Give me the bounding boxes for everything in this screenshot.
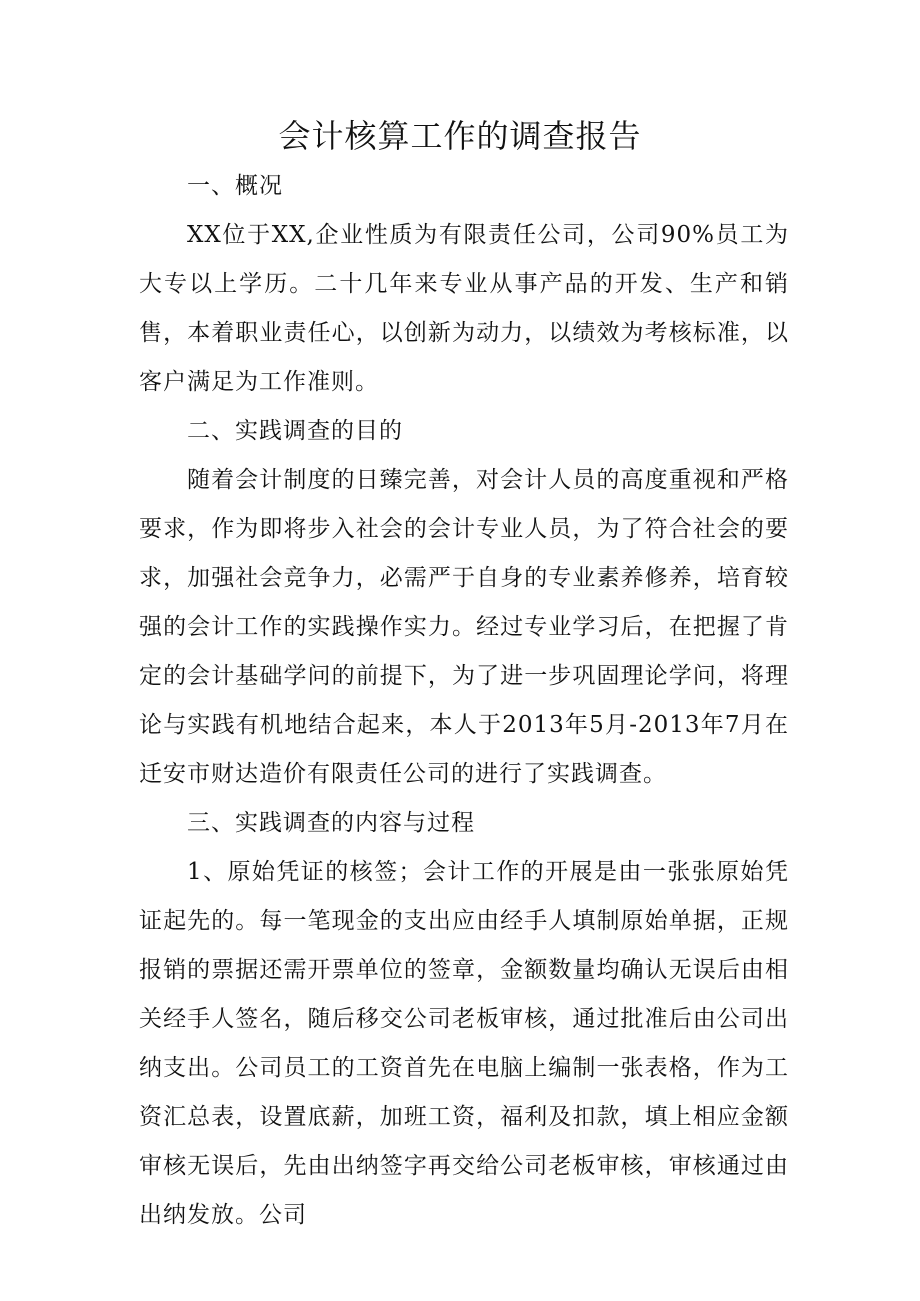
paragraph-overview: XX位于XX,企业性质为有限责任公司，公司90%员工为大专以上学历。二十几年来专业从事产品的开发、生产和销售，本着职业责任心，以创新为动力，以绩效为考核标准，以客户满足为工作准则。 [139, 222, 789, 395]
section-heading-overview: 一、概况 [187, 173, 283, 199]
paragraph-content: 1、原始凭证的核签；会计工作的开展是由一张张原始凭证起先的。每一笔现金的支出应由经手人填制原始单据，正规报销的票据还需开票单位的签章，金额数量均确认无误后由相关经手人签名，随后移交公司老板审核，通过批准后由公司出纳支出。公司员工的工资首先在电脑上编制一张表格，作为工资汇总表，设置底薪，加班工资，福利及扣款，填上相应金额审核无误后，先由出纳签字再交给公司老板审核，审核通过由出纳发放。公司 [139, 859, 789, 1228]
document-title: 会计核算工作的调查报告 [278, 117, 642, 155]
paragraph-purpose: 随着会计制度的日臻完善，对会计人员的高度重视和严格要求，作为即将步入社会的会计专业人员，为了符合社会的要求，加强社会竞争力，必需严于自身的专业素养修养，培育较强的会计工作的实践操作实力。经过专业学习后，在把握了肯定的会计基础学问的前提下，为了进一步巩固理论学问，将理论与实践有机地结合起来，本人于2013年5月-2013年7月在迁安市财达造价有限责任公司的进行了实践调查。 [139, 467, 789, 787]
section-heading-content: 三、实践调查的内容与过程 [187, 810, 475, 836]
document-body [139, 162, 789, 1240]
section-heading-purpose: 二、实践调查的目的 [187, 418, 403, 444]
